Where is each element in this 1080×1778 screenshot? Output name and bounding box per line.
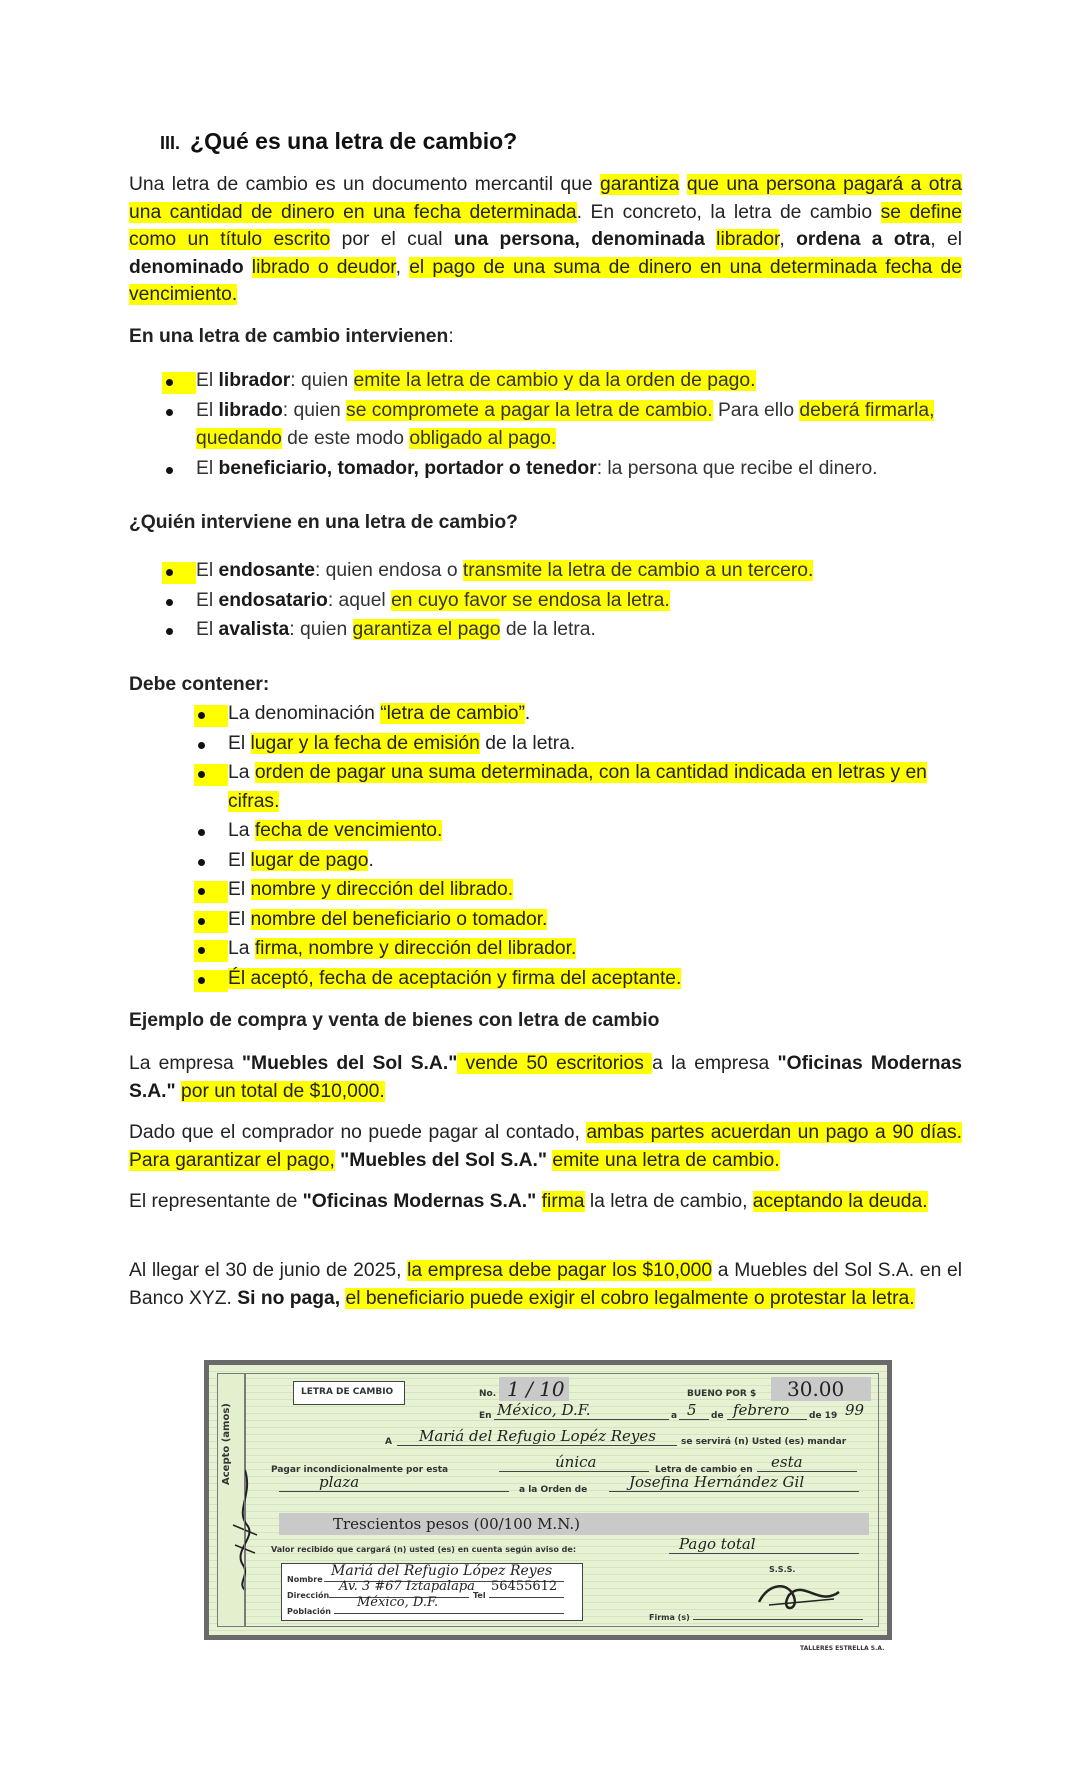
item-text: La <box>228 938 255 959</box>
intro-text: por el cual <box>330 229 454 251</box>
sss-label: S.S.S. <box>769 1565 796 1574</box>
nombre-label: Nombre <box>287 1575 323 1584</box>
en-label: En <box>479 1411 492 1421</box>
letra-en-label: Letra de cambio en <box>655 1465 753 1475</box>
day-line <box>679 1419 709 1420</box>
place-value: México, D.F. <box>497 1401 591 1419</box>
intro-highlight: el pago de una suma de dinero en una determinada fecha de vencimiento. <box>129 256 962 306</box>
ejemplo-paragraph-4 <box>129 1257 962 1312</box>
item-text: La <box>228 820 255 841</box>
item-highlight: nombre y dirección del librado. <box>250 879 514 900</box>
para-bold: "Muebles del Sol S.A." <box>241 1053 458 1074</box>
pago-total-value: Pago total <box>679 1535 756 1553</box>
item-highlight: fecha de vencimiento. <box>254 820 443 841</box>
item-text: El <box>228 732 251 754</box>
item-highlight: deberá firmarla, <box>799 399 935 421</box>
list-item <box>194 730 962 759</box>
list-item <box>162 367 962 396</box>
para-text: a la empresa <box>652 1053 778 1074</box>
list-item <box>162 616 962 645</box>
bullet-icon <box>162 372 196 394</box>
intervienen-list <box>162 367 962 483</box>
quien-heading: ¿Quién interviene en una letra de cambio? <box>129 512 518 533</box>
section-number: III. <box>160 133 181 153</box>
item-text: : quien endosa o <box>314 560 463 581</box>
item-term: beneficiario, tomador, portador o tenedor <box>218 457 597 479</box>
item-text: La <box>228 762 255 783</box>
item-highlight: nombre del beneficiario o tomador. <box>250 908 548 930</box>
intro-text <box>705 229 716 250</box>
item-text: El <box>196 619 219 640</box>
bullet-icon <box>198 742 205 749</box>
item-term: librado <box>218 399 283 421</box>
year-prefix: de 19 <box>809 1411 838 1421</box>
item-highlight: firma, nombre y dirección del librador. <box>254 938 577 959</box>
item-highlight: Él aceptó, fecha de aceptación y firma del aceptante. <box>228 967 682 989</box>
direccion-value: Av. 3 #67 Iztapalapa <box>339 1579 475 1594</box>
item-text: El <box>228 908 251 930</box>
esta-value: esta <box>771 1453 803 1471</box>
item-highlight: quedando <box>196 428 282 449</box>
para-highlight: el beneficiario puede exigir el cobro legalmente o protestar la letra. <box>345 1287 915 1309</box>
item-text: La denominación <box>228 703 381 724</box>
bullet-icon <box>166 409 173 416</box>
tel-line <box>489 1597 564 1598</box>
bueno-value: 30.00 <box>787 1377 845 1401</box>
intro-highlight: se define como un título escrito <box>129 201 962 251</box>
para-highlight: Para garantizar el pago, <box>129 1149 335 1171</box>
item-text: : quien <box>289 619 353 640</box>
drawee-line <box>397 1445 677 1446</box>
bullet-icon <box>194 911 228 933</box>
para-text: Al llegar el 30 de junio de 2025, <box>129 1260 408 1281</box>
no-label: No. <box>479 1389 497 1399</box>
bullet-icon <box>166 467 173 474</box>
item-text: El <box>196 457 219 479</box>
drawee-value: Mariá del Refugio Lopéz Reyes <box>419 1427 656 1445</box>
no-value: 1 / 10 <box>507 1377 565 1401</box>
year-value: 99 <box>845 1401 865 1419</box>
tel-label: Tel <box>473 1591 486 1600</box>
para-highlight: aceptando la deuda. <box>752 1191 928 1212</box>
section-heading <box>160 128 517 155</box>
item-text: El <box>196 560 219 581</box>
item-term: librador <box>218 370 291 391</box>
pago-total-line <box>669 1553 859 1554</box>
list-item <box>162 587 962 616</box>
bullet-icon <box>198 829 205 836</box>
drawer-signature-icon <box>749 1577 849 1617</box>
valor-label: Valor recibido que cargará (n) usted (es) en cuenta según aviso de: <box>271 1545 577 1554</box>
bullet-icon <box>166 628 173 635</box>
firma-line <box>693 1619 863 1620</box>
item-text: : quien <box>290 370 354 391</box>
list-item <box>162 455 962 484</box>
bullet-icon <box>194 970 228 992</box>
item-highlight: emite la letra de cambio y da la orden de pago. <box>353 370 756 391</box>
para-text: El representante de <box>129 1191 303 1212</box>
list-item <box>194 935 962 964</box>
item-text: : aquel <box>327 589 392 611</box>
list-item <box>194 847 962 876</box>
intro-highlight: librador <box>716 229 780 251</box>
item-highlight: garantiza el pago <box>352 619 501 640</box>
bullet-icon <box>194 940 228 962</box>
item-text: : quien <box>282 399 347 421</box>
intervienen-heading-colon: : <box>448 326 454 347</box>
place-line <box>494 1419 669 1420</box>
list-item <box>194 876 962 905</box>
item-highlight: transmite la letra de cambio a un tercero. <box>462 560 814 581</box>
bullet-icon <box>194 705 228 727</box>
intro-text <box>679 174 686 195</box>
unica-value: única <box>555 1453 597 1471</box>
para-text: la letra de cambio, <box>584 1191 753 1212</box>
intro-text: , <box>779 229 797 251</box>
item-text: . <box>524 703 531 724</box>
ejemplo-paragraph-1 <box>129 1050 962 1105</box>
tel-value: 56455612 <box>491 1579 558 1594</box>
intro-bold: una persona, denominada <box>453 229 705 251</box>
intervienen-heading <box>129 326 454 348</box>
orden-de-label: a la Orden de <box>519 1485 588 1495</box>
para-highlight: por un total de $10,000. <box>181 1080 385 1102</box>
quien-list <box>162 557 962 645</box>
intro-highlight: que una persona pagará a otra una cantidad de dinero en una fecha determinada <box>129 174 963 223</box>
poblacion-line <box>334 1613 564 1614</box>
month-line <box>727 1419 807 1420</box>
ejemplo-paragraph-2 <box>129 1119 962 1174</box>
item-text: El <box>228 849 251 871</box>
para-text: a Muebles del Sol S.A. en el Banco XYZ. <box>129 1260 962 1309</box>
item-text: El <box>196 399 219 421</box>
intro-text: Una letra de cambio es un documento mercantil que <box>129 174 601 195</box>
unica-line <box>499 1471 649 1472</box>
letra-de-cambio-image <box>204 1360 892 1640</box>
month-value: febrero <box>733 1401 790 1419</box>
list-item <box>194 759 962 816</box>
item-highlight: se compromete a pagar la letra de cambio. <box>346 399 713 421</box>
bueno-label: BUENO POR $ <box>687 1389 757 1399</box>
para-highlight: firma <box>541 1191 585 1212</box>
para-highlight: la empresa debe pagar los $10,000 <box>407 1260 713 1281</box>
pagar-label: Pagar incondicionalmente por esta <box>271 1465 449 1475</box>
contener-list <box>194 700 962 993</box>
section-title: ¿Qué es una letra de cambio? <box>190 128 518 154</box>
item-highlight: orden de pagar una suma determinada, con la cantidad indicada en letras y en cifras. <box>228 762 927 812</box>
item-highlight: en cuyo favor se endosa la letra. <box>391 589 670 611</box>
intro-text: , el <box>930 229 962 251</box>
item-text: de la letra. <box>479 732 576 754</box>
item-text: El <box>196 589 219 611</box>
item-text: El <box>196 370 219 391</box>
list-item <box>194 817 962 846</box>
bullet-icon <box>198 859 205 866</box>
list-item <box>194 906 962 935</box>
para-text: Dado que el comprador no puede pagar al contado, <box>129 1122 587 1143</box>
intro-text: , <box>395 256 410 278</box>
intro-paragraph <box>129 171 962 309</box>
ejemplo-paragraph-3 <box>129 1188 962 1216</box>
poblacion-value: México, D.F. <box>357 1595 439 1610</box>
para-highlight: ambas partes acuerdan un pago a 90 días. <box>586 1122 963 1143</box>
bullet-icon <box>194 881 228 903</box>
payee-value: Josefina Hernández Gil <box>629 1473 805 1491</box>
ejemplo-heading: Ejemplo de compra y venta de bienes con letra de cambio <box>129 1010 660 1031</box>
para-text <box>536 1191 541 1212</box>
item-text: de este modo <box>281 428 410 449</box>
item-highlight: lugar y la fecha de emisión <box>250 732 480 754</box>
item-highlight: “letra de cambio” <box>380 703 525 724</box>
intro-text <box>244 257 252 278</box>
item-text: : la persona que recibe el dinero. <box>596 457 878 479</box>
list-item <box>194 965 962 994</box>
poblacion-label: Población <box>287 1607 331 1616</box>
item-text: El <box>228 879 251 900</box>
list-item <box>162 397 962 454</box>
item-term: endosante <box>218 560 315 581</box>
a-label: a <box>671 1411 678 1421</box>
letra-title: LETRA DE CAMBIO <box>301 1387 394 1397</box>
intro-highlight: garantiza <box>600 174 680 195</box>
acepto-label: Acepto (amos) <box>221 1403 232 1485</box>
item-term: endosatario <box>218 589 328 611</box>
para-highlight: emite una letra de cambio. <box>552 1149 780 1171</box>
a2-label: A <box>385 1437 392 1447</box>
day-value: 5 <box>687 1401 697 1419</box>
para-text: La empresa <box>129 1053 242 1074</box>
item-term: avalista <box>218 619 290 640</box>
para-highlight: vende 50 escritorios <box>457 1053 653 1074</box>
bullet-icon <box>194 764 228 786</box>
esta-line <box>757 1471 857 1472</box>
plaza-value: plaza <box>319 1473 360 1491</box>
item-text: Para ello <box>712 399 800 421</box>
de-label: de <box>711 1411 724 1421</box>
direccion-label: Dirección <box>287 1591 330 1600</box>
intervienen-heading-text: En una letra de cambio intervienen <box>129 326 449 347</box>
intro-text: . En concreto, la letra de cambio <box>576 201 881 223</box>
para-bold: Si no paga, <box>237 1287 341 1309</box>
servira-label: se servirá (n) Usted (es) mandar <box>681 1437 847 1447</box>
para-bold: "Oficinas Modernas S.A." <box>129 1053 962 1102</box>
contener-heading: Debe contener: <box>129 674 270 695</box>
list-item <box>194 700 962 729</box>
intro-highlight: librado o deudor <box>251 256 396 278</box>
plaza-line <box>279 1491 509 1492</box>
intro-bold: denominado <box>129 256 244 278</box>
image-caption: TALLERES ESTRELLA S.A. <box>800 1645 885 1652</box>
item-highlight: lugar de pago <box>250 849 369 871</box>
para-bold: "Muebles del Sol S.A." <box>340 1149 548 1171</box>
firma-label: Firma (s) <box>649 1613 690 1622</box>
nombre-value: Mariá del Refugio López Reyes <box>331 1563 553 1579</box>
bullet-icon <box>166 599 173 606</box>
para-bold: "Oficinas Modernas S.A." <box>302 1191 537 1212</box>
item-text: . <box>368 849 374 871</box>
list-item <box>162 557 962 586</box>
amount-words: Trescientos pesos (00/100 M.N.) <box>333 1515 580 1533</box>
intro-bold: ordena a otra <box>796 229 931 251</box>
payee-line <box>609 1491 859 1492</box>
item-highlight: obligado al pago. <box>409 428 557 449</box>
item-text: de la letra. <box>500 619 596 640</box>
bullet-icon <box>162 562 196 584</box>
